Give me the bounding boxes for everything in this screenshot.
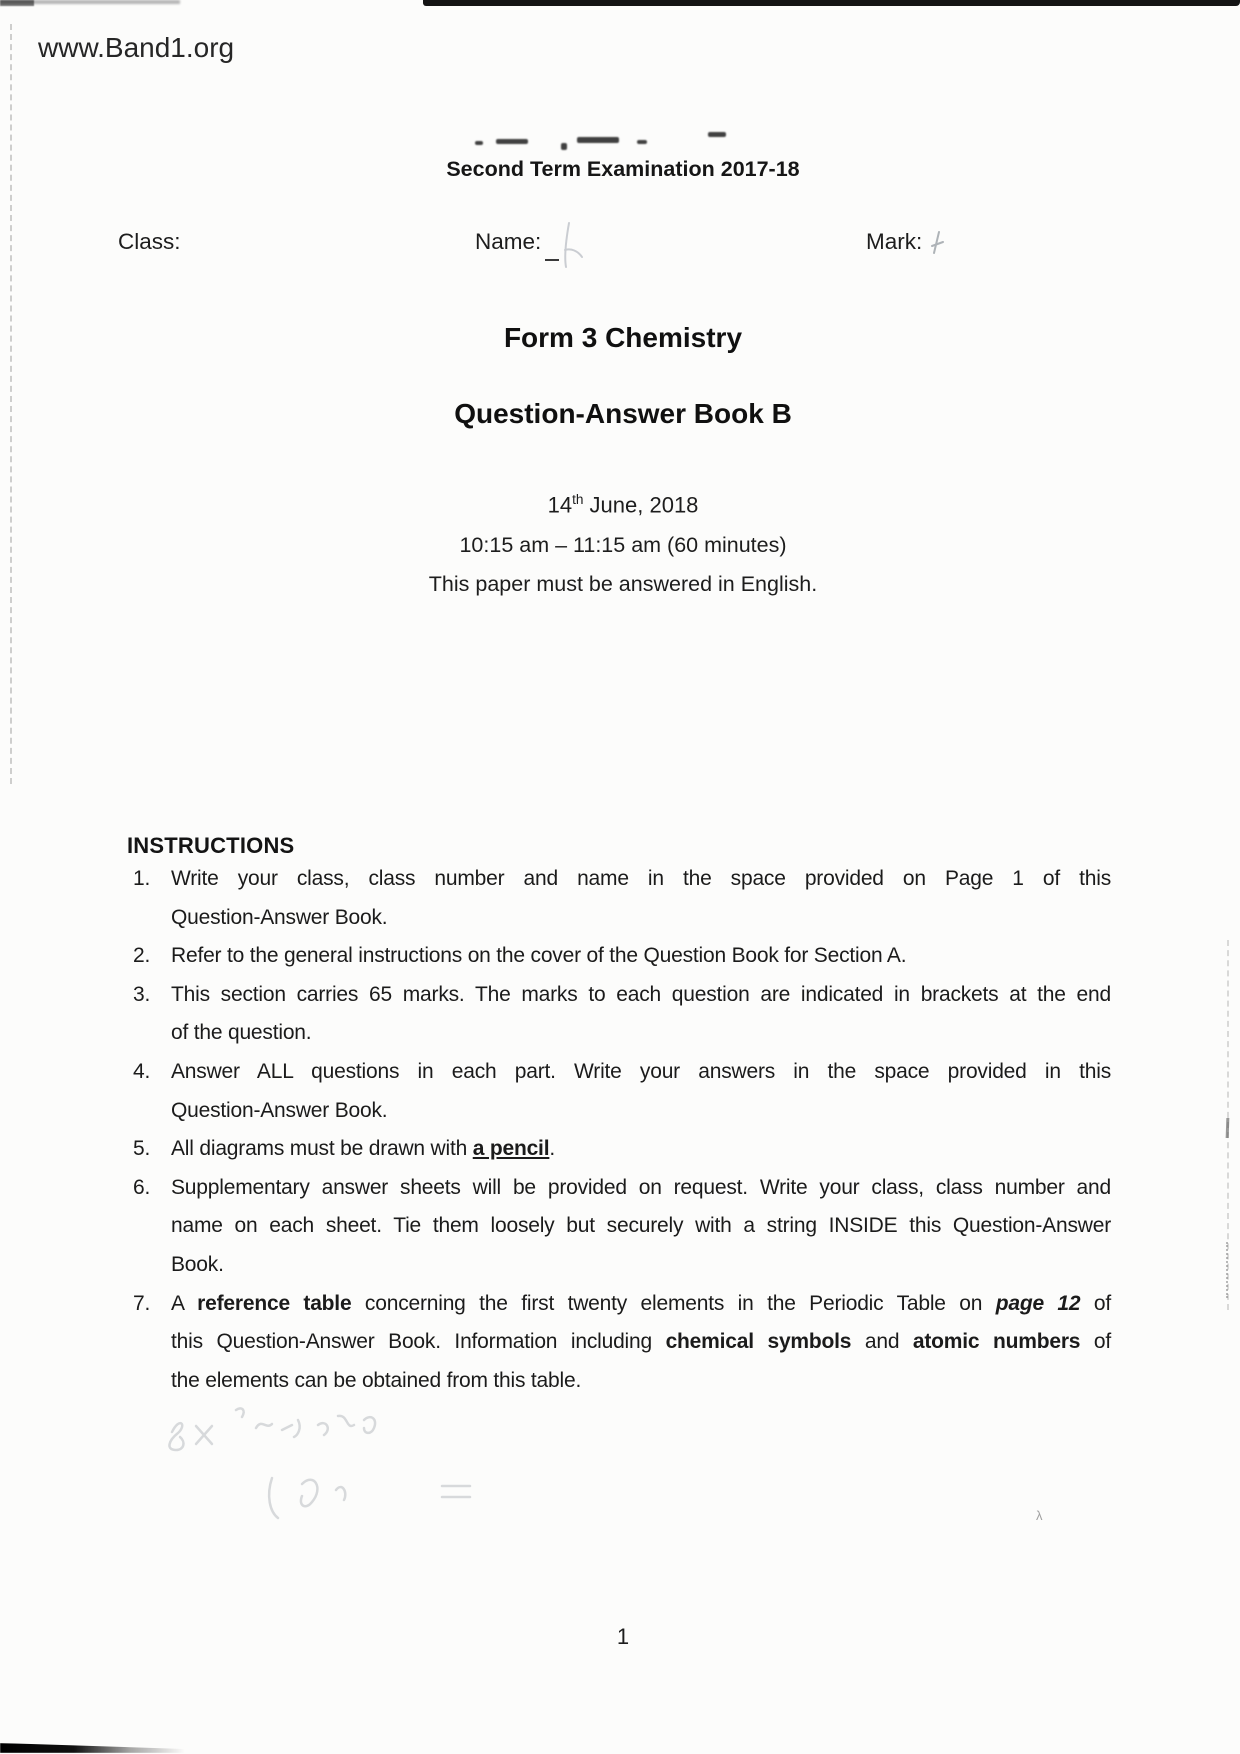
instruction-line: [171, 1362, 1111, 1401]
instruction-line: [171, 1014, 1111, 1053]
date-ordinal: th: [572, 492, 584, 507]
pencil-mark-artifact: [928, 228, 952, 258]
scan-mark-artifact: [1226, 1242, 1228, 1298]
instruction-text-segment: and: [851, 1330, 913, 1354]
instruction-number: 6.: [133, 1175, 151, 1199]
instruction-text-segment: A: [171, 1291, 198, 1315]
class-label: Class:: [118, 229, 181, 254]
exam-title: Second Term Examination 2017-18: [446, 157, 800, 181]
instruction-number: 1.: [133, 867, 151, 890]
instruction-number: 2.: [133, 944, 151, 968]
scan-corner-artifact: [0, 0, 34, 6]
instruction-text-segment: of the question.: [171, 1021, 312, 1045]
instruction-text-segment: of: [1080, 1291, 1111, 1315]
instruction-line: [171, 860, 1111, 899]
instruction-text-segment: concerning the first twenty elements in the Periodic Table on: [351, 1291, 996, 1315]
instruction-text-segment: Book.: [171, 1252, 224, 1276]
instruction-number: 4.: [133, 1059, 151, 1083]
book-title: Question-Answer Book B: [454, 398, 792, 429]
scan-speck-artifact: λ: [1036, 1508, 1043, 1523]
instruction-text-segment: chemical symbols: [665, 1330, 852, 1354]
redacted-text-artifact: [637, 140, 647, 144]
instruction-line: [171, 1207, 1111, 1246]
instruction-text-segment: name on each sheet. Tie them loosely but securely with a string INSIDE this Question-Answer: [171, 1214, 1111, 1238]
instruction-line: [171, 937, 1111, 976]
language-note: This paper must be answered in English.: [428, 572, 818, 596]
instructions-list: [133, 860, 1111, 1400]
instructions-heading: INSTRUCTIONS: [127, 833, 295, 858]
instruction-text-segment: All diagrams must be drawn with: [171, 1137, 473, 1161]
date-day: 14: [547, 492, 573, 518]
instruction-item-5: [133, 1130, 1111, 1169]
instruction-text-segment: Answer ALL questions in each part. Write your answers in the space provided in this: [171, 1059, 1111, 1083]
instruction-line: [171, 1323, 1111, 1362]
instruction-line: [171, 1285, 1111, 1324]
instruction-number: 7.: [133, 1291, 151, 1315]
instruction-item-6: [133, 1169, 1111, 1285]
instruction-text-segment: a pencil: [472, 1137, 550, 1161]
instruction-text-segment: atomic numbers: [912, 1330, 1081, 1354]
instruction-text-segment: reference table: [197, 1291, 352, 1315]
instruction-number: 3.: [133, 982, 151, 1006]
instruction-line: [171, 1169, 1111, 1208]
instruction-line: [171, 1092, 1111, 1131]
name-label: Name:: [475, 229, 542, 254]
instruction-item-7: [133, 1285, 1111, 1401]
mark-label: Mark:: [866, 229, 923, 254]
site-watermark: www.Band1.org: [38, 32, 235, 63]
instruction-text-segment: Refer to the general instructions on the cover of the Question Book for Section A.: [171, 944, 907, 968]
instruction-text-segment: Write your class, class number and name in the space provided on Page 1 of this: [171, 867, 1111, 890]
instruction-line: [171, 976, 1111, 1015]
instruction-item-2: [133, 937, 1111, 976]
redacted-text-artifact: [496, 139, 528, 144]
instruction-text-segment: this Question-Answer Book. Information including: [171, 1330, 666, 1354]
instruction-text-segment: Question-Answer Book.: [171, 1098, 388, 1122]
date-rest: June, 2018: [583, 492, 699, 518]
instruction-text-segment: the elements can be obtained from this table.: [171, 1368, 582, 1392]
instruction-line: [171, 1053, 1111, 1092]
redacted-text-artifact: [708, 132, 726, 137]
redacted-text-artifact: [561, 143, 567, 150]
instruction-line: [171, 899, 1111, 938]
instruction-line: [171, 1130, 1111, 1169]
instruction-text-segment: Question-Answer Book.: [171, 905, 388, 929]
redacted-text-artifact: [577, 137, 619, 143]
instruction-item-1: [133, 860, 1111, 937]
pencil-scribbles-artifact: [150, 1398, 480, 1528]
scan-bottom-edge-artifact: [0, 1743, 185, 1753]
subject-title: Form 3 Chemistry: [503, 322, 743, 353]
pencil-mark-artifact: [552, 218, 598, 272]
instruction-number: 5.: [133, 1137, 151, 1161]
scan-top-edge-artifact: [423, 0, 1240, 6]
instruction-text-segment: .: [549, 1137, 555, 1161]
page-number: 1: [616, 1624, 630, 1649]
instruction-line: [171, 1246, 1111, 1285]
exam-time: 10:15 am – 11:15 am (60 minutes): [459, 533, 787, 557]
instruction-text-segment: This section carries 65 marks. The marks to each question are indicated in brackets at the end: [171, 982, 1111, 1006]
exam-date: [3, 492, 1240, 518]
instruction-item-4: [133, 1053, 1111, 1130]
instruction-text-segment: Supplementary answer sheets will be provided on request. Write your class, class number and: [171, 1175, 1111, 1199]
instruction-text-segment: of: [1080, 1330, 1111, 1354]
instruction-text-segment: page 12: [995, 1291, 1081, 1315]
redacted-text-artifact: [475, 141, 483, 145]
instruction-item-3: [133, 976, 1111, 1053]
